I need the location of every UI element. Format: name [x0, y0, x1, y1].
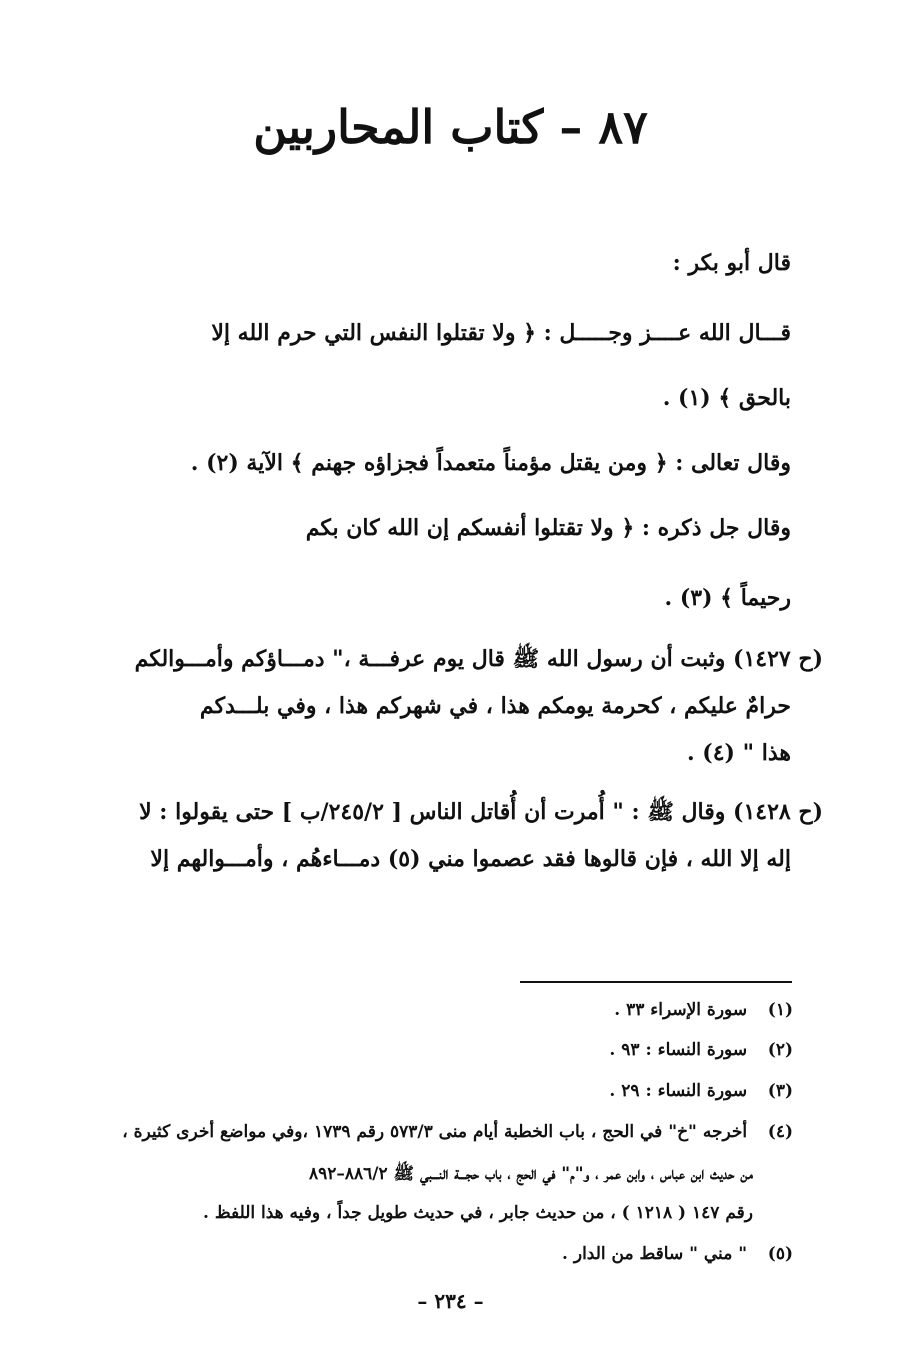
footnote-divider: [520, 981, 792, 983]
footnote-number: (٥): [767, 1244, 793, 1264]
footnote: [609, 1040, 793, 1060]
footnote-number: (٤): [767, 1122, 793, 1142]
text-line: قـــال الله عــــز وجـــــل : ﴿ ولا تقتلوا النفس التي حرم الله إلا: [211, 320, 791, 346]
footnote-number: (٢): [767, 1040, 793, 1060]
footnote: [562, 1244, 793, 1264]
text-line: بالحق ﴾ (١) .: [662, 385, 791, 411]
text-line: حرامٌ عليكم ، كحرمة يومكم هذا ، في شهركم هذا ، وفي بلـــدكم: [199, 693, 791, 719]
footnote-text: من حديث ابن عباس ، وابن عمر ، و"م" في الحج ، باب حجـــة النـــبي ﷺ ٨٨٦/٢–٨٩٢: [309, 1164, 753, 1184]
text-line: (ح ١٤٢٨) وقال ﷺ : " أُمرت أن أُقاتل الناس [ ٢٤٥/٢/ب ] حتى يقولوا : لا: [139, 799, 823, 825]
text-line: (ح ١٤٢٧) وثبت أن رسول الله ﷺ قال يوم عرفـــة ،" دمـــاؤكم وأمـــوالكم: [134, 646, 823, 672]
footnote-text: رقم ١٤٧ ( ١٢١٨ ) ، من حديث جابر ، في حديث طويل جداً ، وفيه هذا اللفظ .: [203, 1203, 753, 1223]
footnote-text: سورة الإسراء ٣٣ .: [614, 1000, 748, 1020]
footnote-text: " مني " ساقط من الدار .: [562, 1244, 748, 1264]
footnote-text: أخرجه "خ" في الحج ، باب الخطبة أيام منى ٥٧٣/٣ رقم ١٧٣٩ ،وفي مواضع أخرى كثيرة ،: [122, 1122, 748, 1142]
footnote: [122, 1122, 793, 1142]
page-number: – ٢٣٤ –: [417, 1289, 484, 1313]
footnote-text: سورة النساء : ٢٩ .: [609, 1081, 748, 1101]
footnote: [609, 1081, 793, 1101]
text-line: إله إلا الله ، فإن قالوها فقد عصموا مني (٥) دمـــاءهُم ، وأمـــوالهم إلا: [150, 846, 791, 872]
text-line: هذا " (٤) .: [686, 740, 791, 766]
footnote-number: (١): [767, 1000, 793, 1020]
text-line: وقال جل ذكره : ﴿ ولا تقتلوا أنفسكم إن الله كان بكم: [305, 515, 791, 541]
footnote: [614, 1000, 793, 1020]
text-line: قال أبو بكر :: [672, 250, 791, 276]
text-line: وقال تعالى : ﴿ ومن يقتل مؤمناً متعمداً فجزاؤه جهنم ﴾ الآية (٢) .: [190, 450, 791, 476]
text-line: رحيماً ﴾ (٣) .: [664, 585, 791, 611]
footnote-text: سورة النساء : ٩٣ .: [609, 1040, 748, 1060]
footnote-number: (٣): [767, 1081, 793, 1101]
chapter-title: ٨٧ – كتاب المحاربين: [253, 100, 648, 154]
